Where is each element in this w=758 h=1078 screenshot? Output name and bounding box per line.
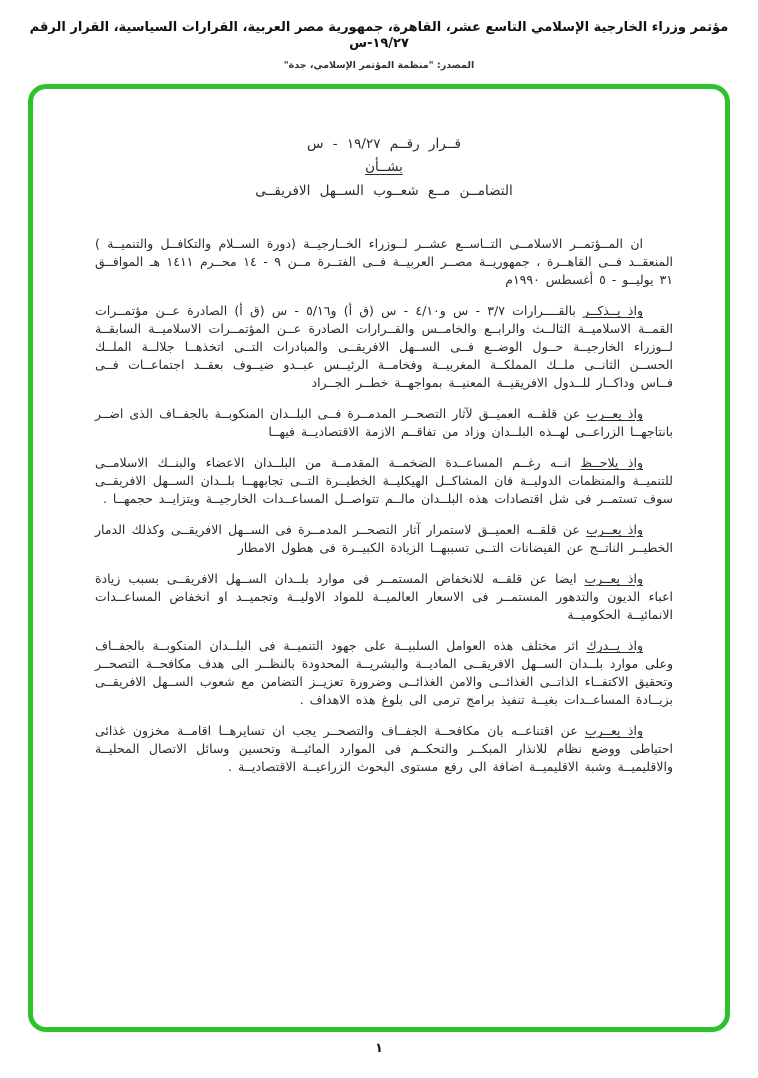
paragraph-3	[95, 405, 673, 441]
page-number: ١	[375, 1040, 383, 1056]
page-top	[0, 0, 758, 71]
paragraph-8	[95, 722, 673, 776]
paragraph-7-lead: واذ يــدرك	[586, 638, 643, 654]
paragraph-1-text: ان المــؤتمــر الاسلامــى التــاســع عشــر لــوزراء الخــارجيــة (دورة الســلام والتكافــل والتنميــة ) المنعقــد فــى القاهــرة ، جمهوريــة مصــر العربيــة فــى الفتــرة مــن ٩ - ١٤ محــرم ١٤١١ هـ الموافــق ٣١ يوليــو - ٥ أغسطس ١٩٩٠م	[95, 236, 673, 288]
document-title-line2: بشــأن	[365, 159, 403, 176]
paragraph-3-text: عن قلقــه العميــق لآثار التصحــر المدمــرة فــى البلــدان المنكوبــة بالجفــاف الذى اضــر بانتاجهــا الزراعــى لهــذه البلــدان وزاد من تفاقــم الازمة الاقتصاديــة فيهــا	[95, 406, 673, 440]
paragraph-7-text: اثر مختلف هذه العوامل السلبيــة على جهود التنميــة فى البلــدان المنكوبــة بالجفــاف وعلى موارد بلــدان الســهل الافريقــى الماديــة والبشريــة المحدودة بالنظــر الى هدف مكافحــة التصحــر وتحقيق الاكتفــاء الذاتــى الغذائــى والامن الغذائــى وضرورة تعزيــز التضامن مع شعوب الســهل الافريقــى بزيــادة المساعــدات بغيــة تنفيذ برامج ترمى الى بلوغ هذه الاهداف .	[95, 638, 673, 708]
document-frame	[28, 84, 730, 1032]
document-title	[95, 133, 673, 204]
paragraph-4	[95, 454, 673, 508]
paragraph-6-lead: واذ يعــرب	[584, 571, 643, 587]
paragraph-7	[95, 637, 673, 709]
paragraph-6-text: ايضا عن قلقــه للانخفاض المستمــر فى موارد بلــدان الســهل الافريقــى بسبب زيادة اعباء الديون والتدهور المستمــر فى الاسعار العالميــة للمواد الاوليــة وتجميــد او انخفاض المساعــدات الانمائيــة الحكوميــة	[95, 571, 673, 623]
paragraph-2	[95, 302, 673, 392]
paragraph-8-lead: واذ يعــرب	[585, 723, 643, 739]
paragraph-5	[95, 521, 673, 557]
paragraph-5-lead: واذ يعــرب	[586, 522, 643, 538]
document-title-line1: قــرار رقــم ١٩/٢٧ - س	[306, 135, 462, 152]
paragraph-2-lead: واذ يــذكــر	[583, 303, 643, 319]
paragraph-4-text: انــه رغــم المساعــدة الضخمــة المقدمــة من البلــدان الاعضاء والبنــك الاسلامــى للتنميــة والمنظمات الدوليــة فان المشاكــل الهيكليــة الخطيــرة التــى تجابههــا بلــدان الســهل الافريقــى سوف تستمــر فى شل اقتصادات هذه البلــدان مالــم تتواصــل المساعــدات الخارجيــة ويتزايــد حجمهــا .	[95, 455, 673, 507]
paragraph-6	[95, 570, 673, 624]
paragraph-3-lead: واذ يعــرب	[586, 406, 643, 422]
paragraph-2-text: بالقــــرارات ٣/٧ - س و٤/١٠ - س (ق أ) و٥/١٦ - س (ق أ) الصادرة عــن مؤتمــرات القمــة الاسلاميــة الثالــث والرابــع والخامــس والقــرارات الصادرة عــن المؤتمــرات الاسلاميــة السابقــة لــوزراء الخارجيــة حــول الوضــع فــى الســهل الافريقــى والمبادرات التــى اتخذهــا جلالــة الملــك الحســن الثانــى ملــك المملكــة المغربيــة وفخامــة الرئيــس عبــدو ضيــوف بعقــد اجتماعــات فــى فــاس وداكــار للــدول الافريقيــة المعنيــة بمواجهــة خطــر الجــراد	[95, 303, 673, 391]
paragraph-5-text: عن قلقــه العميــق لاستمرار آثار التصحــر المدمــرة فى الســهل الافريقــى وكذلك الدمار الخطيــر الناتــج عن الفيضانات التــى تسببهــا الزيادة الكبيــرة فى هطول الامطار	[95, 522, 673, 556]
paragraph-8-text: عن اقتناعــه بان مكافحــة الجفــاف والتصحــر يجب ان تسايرهــا اقامــة مخزون غذائى احتياطى ووضع نظام للانذار المبكــر والتحكــم فى الموارد المائيــة وتحسين وسائل الاتصال المحليــة والاقليميــة وشبة الاقليميــة اضافة الى رفع مستوى البحوث الزراعيــة الاقتصاديــة .	[95, 723, 673, 775]
paragraph-1	[95, 235, 673, 289]
page-header: مؤتمر وزراء الخارجية الإسلامي التاسع عشر، القاهرة، جمهورية مصر العربية، القرارات السياسية، القرار الرقم ١٩/٢٧-س	[29, 20, 729, 52]
document-title-line3: التضامــن مــع شعــوب الســهل الافريقــى	[255, 182, 513, 199]
source-line: المصدر: "منظمة المؤتمر الإسلامي، جدة"	[283, 59, 475, 71]
paragraph-4-lead: واذ يلاحــظ	[580, 455, 643, 471]
